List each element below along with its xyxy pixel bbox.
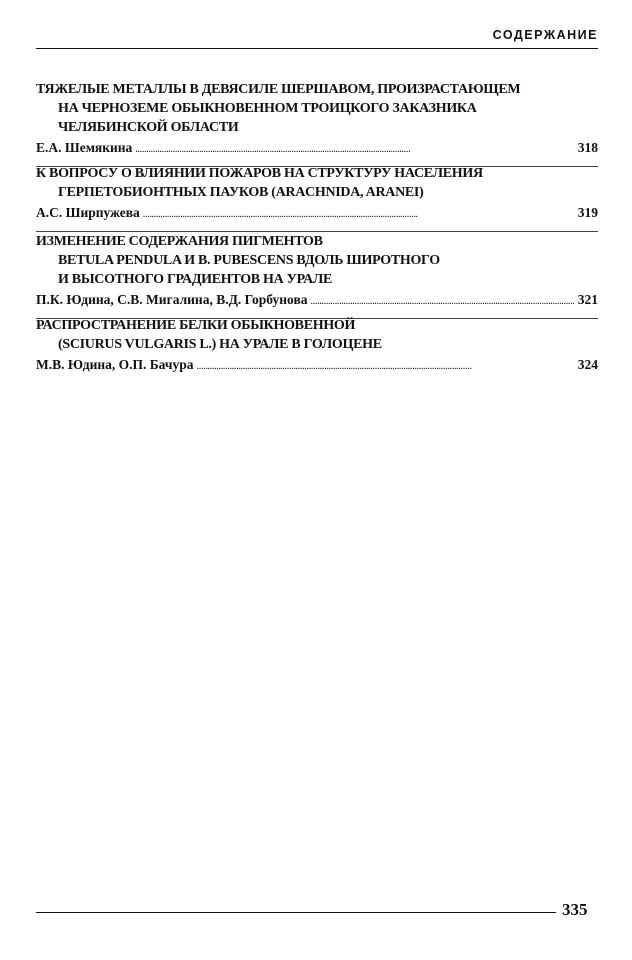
running-header bbox=[36, 28, 598, 58]
entry-title-line: НА ЧЕРНОЗЕМЕ ОБЫКНОВЕННОМ ТРОИЦКОГО ЗАКАЗНИКА bbox=[58, 101, 477, 116]
entry-page-number[interactable]: 321 bbox=[577, 292, 598, 307]
author-row bbox=[36, 290, 598, 311]
entry-title-line: ЧЕЛЯБИНСКОЙ ОБЛАСТИ bbox=[58, 120, 239, 135]
entry-authors: А.С. Ширпужева bbox=[36, 205, 140, 220]
entry-page-number[interactable]: 324 bbox=[577, 357, 598, 372]
entry-authors: М.В. Юдина, О.П. Бачура bbox=[36, 357, 194, 372]
entry-title-line: ГЕРПЕТОБИОНТНЫХ ПАУКОВ (ARACHNIDA, ARANEI) bbox=[58, 185, 424, 200]
entry-title-line: К ВОПРОСУ О ВЛИЯНИИ ПОЖАРОВ НА СТРУКТУРУ НАСЕЛЕНИЯ bbox=[36, 166, 483, 181]
page-number: 335 bbox=[562, 900, 588, 919]
dot-leader bbox=[135, 140, 574, 159]
toc-entry[interactable] bbox=[36, 164, 598, 224]
toc-entry[interactable] bbox=[36, 80, 598, 159]
author-row bbox=[36, 203, 598, 224]
entry-title-line: ИЗМЕНЕНИЕ СОДЕРЖАНИЯ ПИГМЕНТОВ bbox=[36, 234, 323, 249]
entry-title bbox=[36, 164, 598, 202]
entry-title-line: (SCIURUS VULGARIS L.) НА УРАЛЕ В ГОЛОЦЕНЕ bbox=[58, 337, 382, 352]
author-row bbox=[36, 355, 598, 376]
entry-title bbox=[36, 316, 598, 354]
footer-rule bbox=[36, 912, 556, 913]
entry-page-number[interactable]: 318 bbox=[577, 140, 598, 155]
dot-leader bbox=[143, 205, 575, 224]
entry-page-number[interactable]: 319 bbox=[577, 205, 598, 220]
entry-title bbox=[36, 80, 598, 137]
header-rule bbox=[36, 48, 598, 49]
dot-leader bbox=[197, 357, 575, 376]
author-row bbox=[36, 138, 598, 159]
toc-entry[interactable] bbox=[36, 232, 598, 311]
entry-title bbox=[36, 232, 598, 289]
dot-leader bbox=[311, 292, 575, 311]
entry-title-line: И ВЫСОТНОГО ГРАДИЕНТОВ НА УРАЛЕ bbox=[58, 272, 333, 287]
entry-authors: Е.А. Шемякина bbox=[36, 140, 133, 155]
entry-title-line: BETULA PENDULA И B. PUBESCENS ВДОЛЬ ШИРОТНОГО bbox=[58, 253, 440, 268]
entry-title-line: ТЯЖЕЛЫЕ МЕТАЛЛЫ В ДЕВЯСИЛЕ ШЕРШАВОМ, ПРОИЗРАСТАЮЩЕМ bbox=[36, 82, 521, 97]
section-title: СОДЕРЖАНИЕ bbox=[492, 28, 598, 42]
toc-entry[interactable] bbox=[36, 316, 598, 376]
entry-authors: П.К. Юдина, С.В. Мигалина, В.Д. Горбунова bbox=[36, 292, 308, 307]
entry-title-line: РАСПРОСТРАНЕНИЕ БЕЛКИ ОБЫКНОВЕННОЙ bbox=[36, 318, 356, 333]
